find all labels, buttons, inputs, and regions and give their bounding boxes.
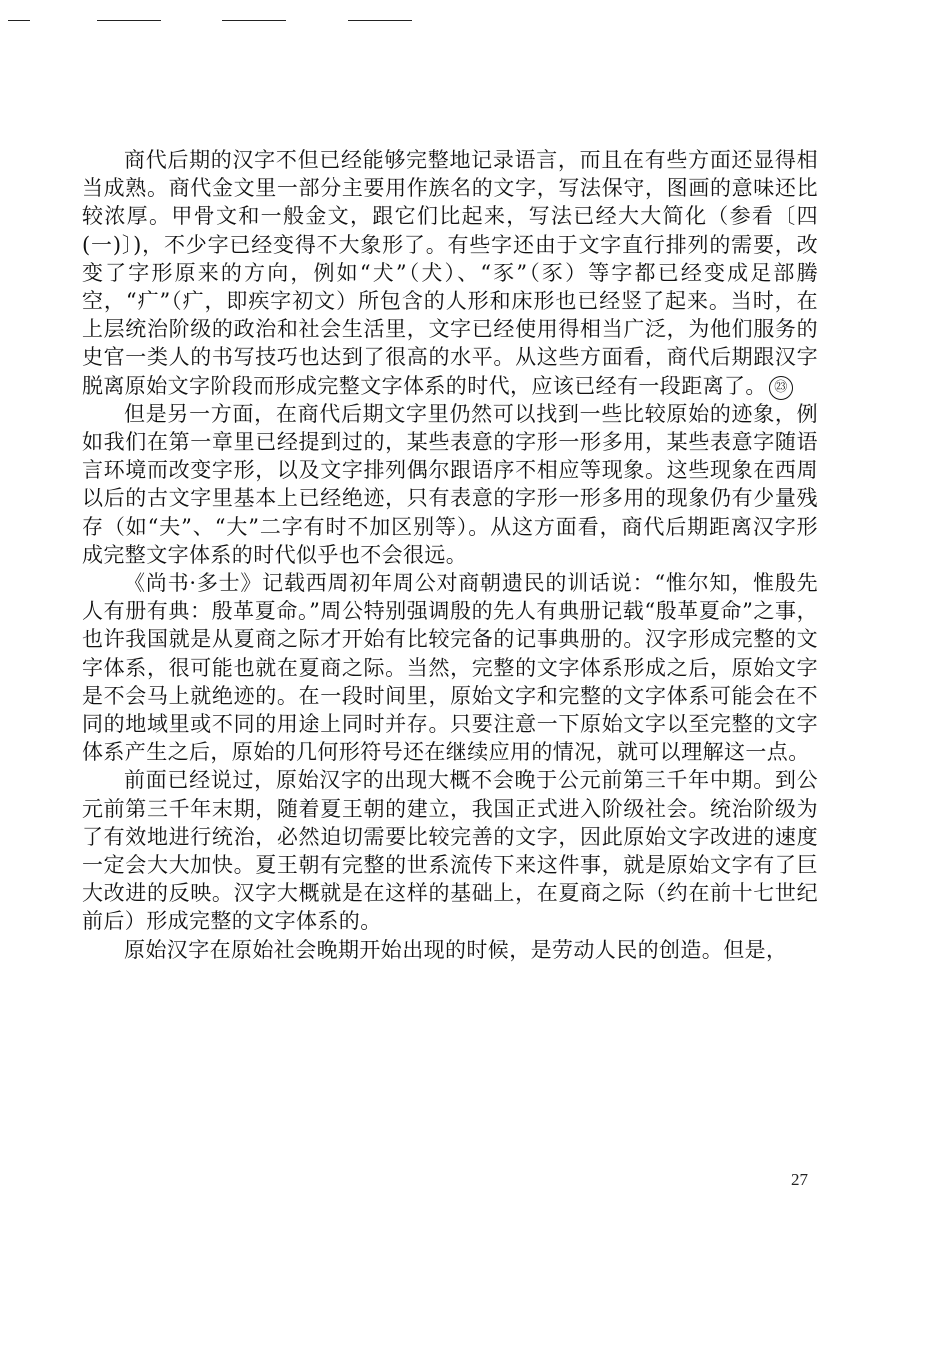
page-number: 27 <box>791 1170 808 1189</box>
top-rule-2 <box>97 20 161 21</box>
top-rule-3 <box>222 20 286 21</box>
page-body <box>82 146 818 964</box>
top-rule-1 <box>8 20 30 21</box>
paragraph-2-text: 但是另一方面，在商代后期文字里仍然可以找到一些比较原始的迹象，例如我们在第一章里已经提到过的，某些表意的字形一形多用，某些表意字随语言环境而改变字形，以及文字排列偶尔跟语序不相应等现象。这些现象在西周以后的古文字里基本上已经绝迹，只有表意的字形一形多用的现象仍有少量残存（如“夫”、“大”二字有时不加区别等）。从这方面看，商代后期距离汉字形成完整文字体系的时代似乎也不会很远。 <box>82 401 818 567</box>
paragraph-4-text: 前面已经说过，原始汉字的出现大概不会晚于公元前第三千年中期。到公元前第三千年末期，随着夏王朝的建立，我国正式进入阶级社会。统治阶级为了有效地进行统治，必然迫切需要比较完善的文字，因此原始文字改进的速度一定会大大加快。夏王朝有完整的世系流传下来这件事，就是原始文字有了巨大改进的反映。汉字大概就是在这样的基础上，在夏商之际（约在前十七世纪前后）形成完整的文字体系的。 <box>82 768 818 934</box>
paragraph-2 <box>82 400 818 569</box>
top-rule-4 <box>348 20 412 21</box>
paragraph-1-text: 商代后期的汉字不但已经能够完整地记录语言，而且在有些方面还显得相当成熟。商代金文里一部分主要用作族名的文字，写法保守，图画的意味还比较浓厚。甲骨文和一般金文，跟它们比起来，写法已经大大简化（参看〔四(一)〕)，不少字已经变得不大象形了。有些字还由于文字直行排列的需要，改变了字形原来的方向，例如“犬”（犬）、“豕”（豕）等字都已经变成足部腾空，“疒”（疒，即疾字初文）所包含的人形和床形也已经竖了起来。当时，在上层统治阶级的政治和社会生活里，文字已经使用得相当广泛，为他们服务的史官一类人的书写技巧也达到了很高的水平。从这些方面看，商代后期跟汉字脱离原始文字阶段而形成完整文字体系的时代，应该已经有一段距离了。 <box>82 148 818 398</box>
paragraph-3 <box>82 569 818 766</box>
paragraph-3-text: 《尚书·多士》记载西周初年周公对商朝遗民的训话说：“惟尔知，惟殷先人有册有典：殷革夏命。”周公特别强调殷的先人有典册记载“殷革夏命”之事，也许我国就是从夏商之际才开始有比较完备的记事典册的。汉字形成完整的文字体系，很可能也就在夏商之际。当然，完整的文字体系形成之后，原始文字是不会马上就绝迹的。在一段时间里，原始文字和完整的文字体系可能会在不同的地域里或不同的用途上同时并存。只要注意一下原始文字以至完整的文字体系产生之后，原始的几何形符号还在继续应用的情况，就可以理解这一点。 <box>82 571 818 765</box>
paragraph-5-text: 原始汉字在原始社会晚期开始出现的时候，是劳动人民的创造。但是， <box>124 937 788 962</box>
paragraph-5 <box>82 936 818 964</box>
paragraph-4 <box>82 766 818 935</box>
paragraph-1 <box>82 146 818 400</box>
footnote-marker[interactable]: ㉓ <box>769 376 793 400</box>
